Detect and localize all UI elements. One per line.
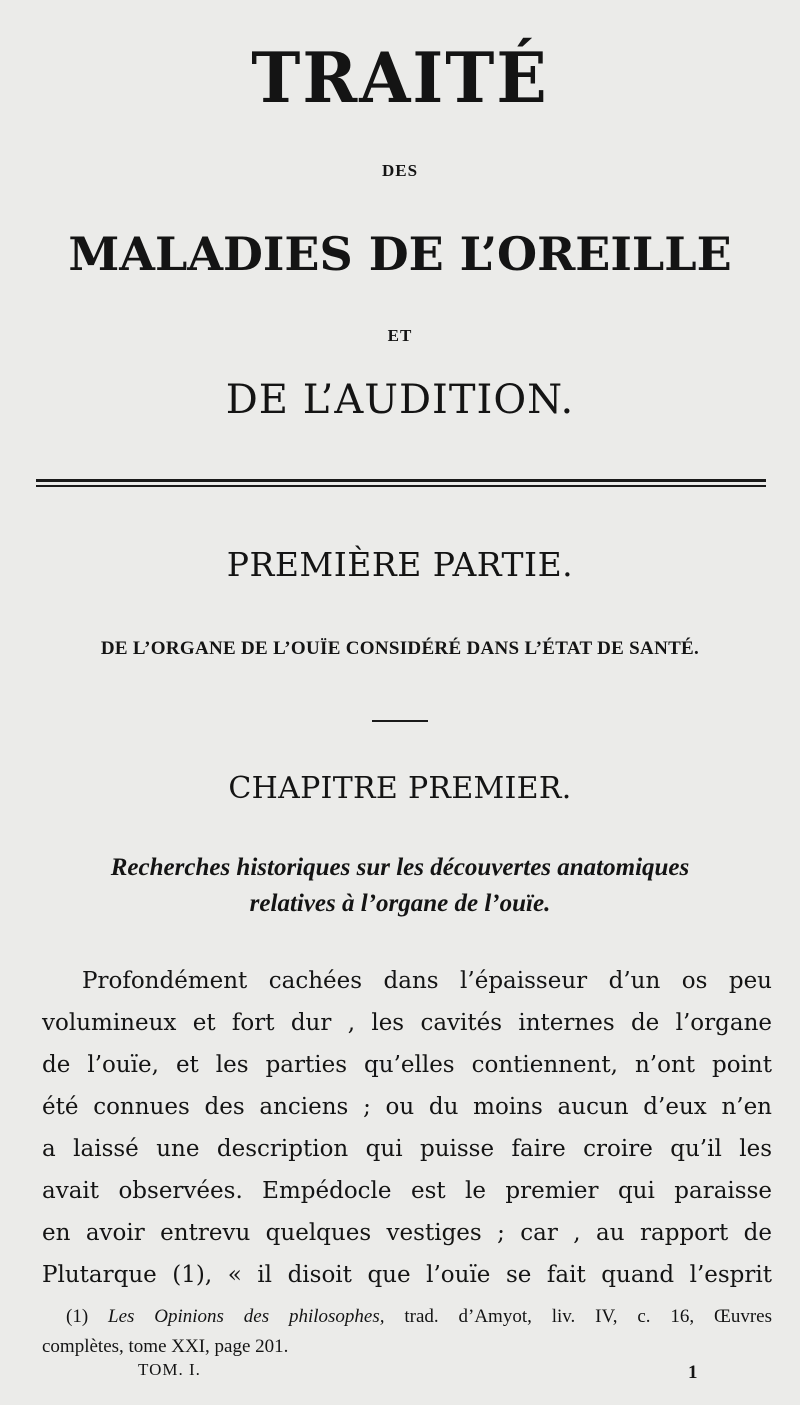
title-traite: TRAITÉ [251, 37, 549, 119]
body-line: été connues des anciens ; ou du moins aucun d’eux n’en [42, 1094, 772, 1120]
body-line: a laissé une description qui puisse faire croire qu’il les [42, 1136, 772, 1162]
footnote [42, 1302, 772, 1362]
body-line: Profondément cachées dans l’épaisseur d’un os peu [82, 968, 772, 994]
part-subtitle: DE L’ORGANE DE L’OUÏE CONSIDÉRÉ DANS L’ÉTAT DE SANTÉ. [100, 638, 700, 659]
body-line: Plutarque (1), « il disoit que l’ouïe se fait quand l’esprit [42, 1262, 772, 1288]
short-rule-divider [372, 720, 428, 722]
chapter-title: CHAPITRE PREMIER. [228, 771, 572, 806]
title-des: DES [381, 161, 419, 180]
body-line: en avoir entrevu quelques vestiges ; car , au rapport de [42, 1220, 772, 1246]
double-rule-divider [36, 479, 766, 488]
body-paragraph [42, 960, 772, 1296]
body-line: de l’ouïe, et les parties qu’elles contiennent, n’ont point [42, 1052, 772, 1078]
footnote-work-title: Les Opinions des philosophes, [108, 1306, 385, 1327]
chapter-subtitle [0, 850, 800, 922]
chapter-subtitle-line-1: Recherches historiques sur les découvertes anatomiques [110, 854, 690, 881]
volume-signature: TOM. I. [138, 1360, 201, 1379]
part-title: PREMIÈRE PARTIE. [226, 545, 574, 584]
title-et: ET [387, 326, 413, 345]
footnote-line-1 [42, 1302, 772, 1332]
footnote-reference: trad. d’Amyot, liv. IV, c. 16, Œuvres [404, 1306, 773, 1327]
title-audition: DE L’AUDITION. [225, 377, 575, 423]
footnote-marker: (1) [66, 1306, 89, 1327]
body-line: volumineux et fort dur , les cavités internes de l’organe [42, 1010, 772, 1036]
gathering-signature: 1 [688, 1362, 698, 1383]
footnote-line-2: complètes, tome XXI, page 201. [42, 1336, 289, 1357]
body-line: avait observées. Empédocle est le premier qui paraisse [42, 1178, 772, 1204]
title-maladies: MALADIES DE L’OREILLE [68, 227, 732, 281]
chapter-subtitle-line-2: relatives à l’organe de l’ouïe. [249, 890, 551, 917]
